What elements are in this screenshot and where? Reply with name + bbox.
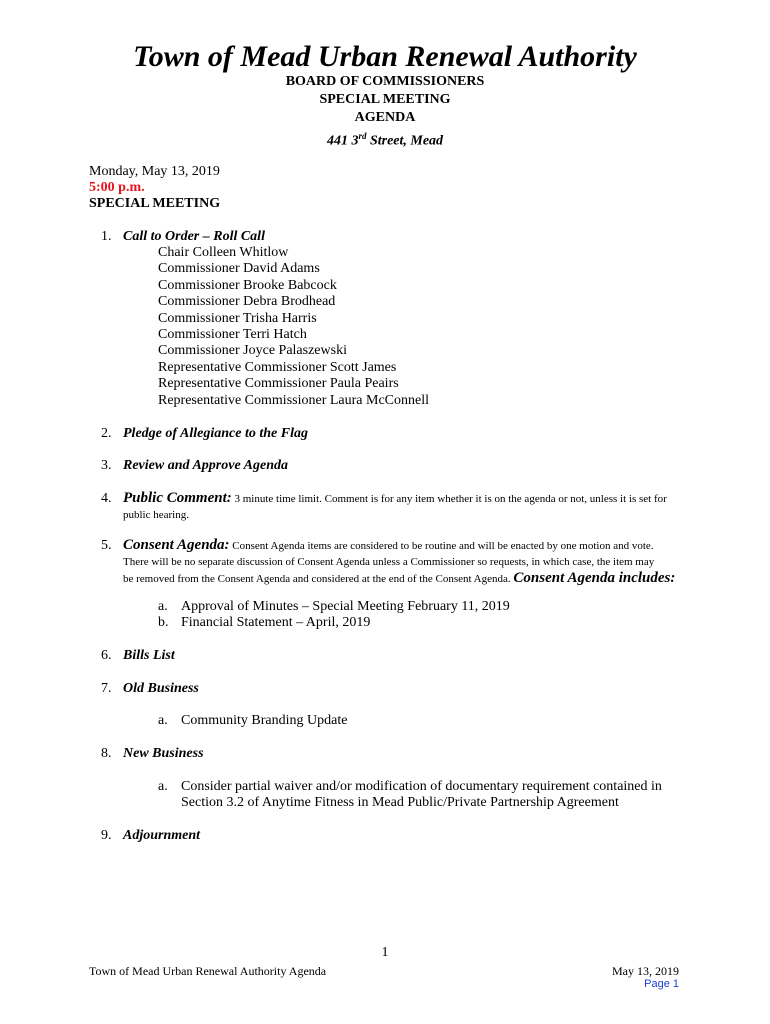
agenda-item-7 [101, 681, 691, 697]
item-number: 8. [101, 746, 112, 761]
sub-item-text: Approval of Minutes – Special Meeting February 11, 2019 [181, 599, 510, 614]
item-title: Call to Order – Roll Call [123, 229, 265, 244]
item-title: Review and Approve Agenda [123, 458, 289, 473]
agenda-item-9 [101, 828, 691, 844]
roll-call-member: Commissioner Terri Hatch [158, 327, 307, 343]
sub-item [158, 713, 678, 729]
sub-item-letter: a. [158, 599, 168, 614]
roll-call-member: Commissioner Debra Brodhead [158, 294, 336, 310]
item-description: Consent Agenda items are considered to be routine and will be enacted by one motion and vote. [229, 540, 654, 552]
item-description-cont: There will be no separate discussion of Consent Agenda unless a Commissioner so requests, in which case, the item may [123, 556, 655, 568]
roll-call-member: Commissioner Joyce Palaszewski [158, 343, 347, 359]
meeting-date: Monday, May 13, 2019 [89, 164, 220, 179]
item-title: Bills List [123, 648, 175, 663]
item-title: Adjournment [123, 828, 201, 843]
roll-call-member: Representative Commissioner Paula Peairs [158, 376, 399, 392]
roll-call-member: Commissioner Trisha Harris [158, 310, 317, 326]
sub-item [158, 779, 678, 795]
agenda-item-8 [101, 746, 691, 762]
address-street: Street, Mead [366, 133, 444, 149]
meeting-heading: SPECIAL MEETING [319, 92, 451, 107]
sub-item-text: Financial Statement – April, 2019 [181, 615, 371, 631]
old-business-subitems [158, 713, 678, 729]
page-number: 1 [381, 945, 389, 960]
roll-call-member: Representative Commissioner Laura McConnell [158, 392, 429, 408]
roll-call-member: Commissioner Brooke Babcock [158, 277, 337, 293]
item-title: New Business [123, 746, 204, 761]
item-description-cont: public hearing. [123, 509, 189, 521]
board-heading: BOARD OF COMMISSIONERS [285, 74, 485, 89]
item-number: 9. [101, 828, 112, 843]
item-number: 4. [101, 491, 112, 506]
item-title: Public Comment: [123, 490, 232, 506]
sub-item [158, 615, 678, 631]
item-title: Pledge of Allegiance to the Flag [123, 426, 308, 441]
item-title: Consent Agenda: [123, 537, 230, 553]
roll-call-member: Commissioner David Adams [158, 261, 320, 277]
sub-item-letter: a. [158, 713, 168, 728]
new-business-subitems [158, 779, 678, 812]
item-title: Old Business [123, 681, 199, 696]
agenda-item-3 [101, 458, 691, 474]
roll-call-member: Chair Colleen Whitlow [158, 245, 289, 260]
footer-page-label: Page 1 [644, 978, 679, 990]
sub-item [158, 599, 678, 615]
item-number: 2. [101, 426, 112, 441]
sub-item-text: Consider partial waiver and/or modification of documentary requirement contained in [181, 779, 662, 794]
consent-includes-label: Consent Agenda includes: [513, 570, 676, 586]
sub-item-letter: b. [158, 615, 169, 631]
item-number: 5. [101, 538, 112, 553]
footer-date: May 13, 2019 [612, 964, 679, 978]
meeting-type: SPECIAL MEETING [89, 196, 221, 211]
roll-call-member: Representative Commissioner Scott James [158, 359, 397, 375]
address-number: 441 3 [326, 133, 359, 149]
document-title: Town of Mead Urban Renewal Authority [133, 40, 637, 73]
agenda-heading: AGENDA [354, 110, 416, 125]
sub-item-text: Community Branding Update [181, 713, 348, 728]
item-number: 7. [101, 681, 112, 696]
address-ordinal: rd [358, 131, 367, 141]
sub-item-letter: a. [158, 779, 168, 794]
meeting-address [0, 127, 770, 151]
agenda-item-6 [101, 648, 691, 664]
item-description-cont: be removed from the Consent Agenda and considered at the end of the Consent Agenda. [123, 573, 514, 585]
item-number: 1. [101, 229, 112, 244]
footer-document-name: Town of Mead Urban Renewal Authority Agenda [89, 964, 327, 978]
meeting-time: 5:00 p.m. [89, 180, 145, 195]
agenda-item-2 [101, 426, 691, 442]
agenda-item-1 [101, 229, 691, 245]
item-description: 3 minute time limit. Comment is for any item whether it is on the agenda or not, unless it is set for [231, 493, 667, 505]
sub-item-text-cont: Section 3.2 of Anytime Fitness in Mead Public/Private Partnership Agreement [181, 795, 619, 811]
item-number: 6. [101, 648, 112, 663]
consent-subitems [158, 599, 678, 632]
item-number: 3. [101, 458, 112, 473]
agenda-item-5 [101, 537, 701, 587]
roll-call-list [158, 245, 429, 409]
agenda-item-4 [101, 490, 691, 523]
